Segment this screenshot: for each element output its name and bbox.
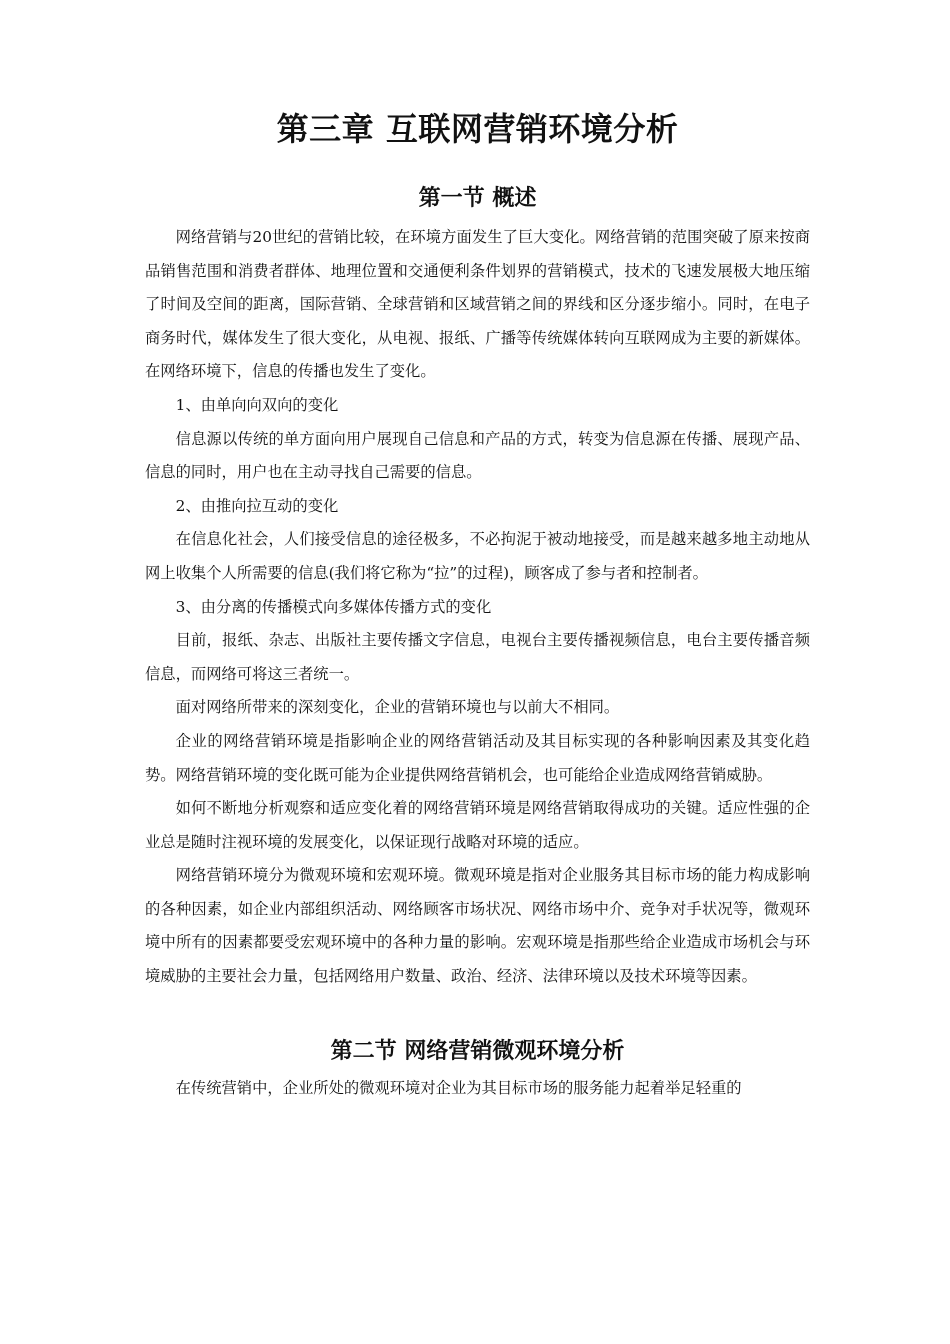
document-body: [145, 103, 810, 1105]
chapter-title: 第三章 互联网营销环境分析: [276, 110, 679, 148]
paragraph: 面对网络所带来的深刻变化，企业的营销环境也与以前大不相同。: [175, 698, 620, 717]
paragraph: 网络营销环境分为微观环境和宏观环境。微观环境是指对企业服务其目标市场的能力构成影响的各种因素，如企业内部组织活动、网络顾客市场状况、网络市场中介、竞争对手状况等，微观环境中所有的因素都要受宏观环境中的各种力量的影响。宏观环境是指那些给企业造成市场机会与环境威胁的主要社会力量，包括网络用户数量、政治、经济、法律环境以及技术环境等因素。: [145, 866, 810, 986]
list-heading: 1、由单向向双向的变化: [175, 395, 339, 414]
section-title-overview: 第一节 概述: [418, 186, 537, 211]
list-heading: 2、由推向拉互动的变化: [175, 496, 339, 515]
paragraph: 在信息化社会，人们接受信息的途径极多，不必拘泥于被动地接受，而是越来越多地主动地从网上收集个人所需要的信息(我们将它称为“拉”的过程)，顾客成了参与者和控制者。: [145, 530, 810, 582]
section-title-micro-environment: 第二节 网络营销微观环境分析: [330, 1038, 625, 1064]
list-heading: 3、由分离的传播模式向多媒体传播方式的变化: [175, 597, 492, 616]
paragraph: 企业的网络营销环境是指影响企业的网络营销活动及其目标实现的各种影响因素及其变化趋势。网络营销环境的变化既可能为企业提供网络营销机会，也可能给企业造成网络营销威胁。: [145, 731, 810, 784]
paragraph: 信息源以传统的单方面向用户展现自己信息和产品的方式，转变为信息源在传播、展现产品、信息的同时，用户也在主动寻找自己需要的信息。: [145, 429, 810, 482]
paragraph: 目前，报纸、杂志、出版社主要传播文字信息，电视台主要传播视频信息，电台主要传播音频信息，而网络可将这三者统一。: [145, 631, 810, 683]
paragraph: 网络营销与20世纪的营销比较，在环境方面发生了巨大变化。网络营销的范围突破了原来按商品销售范围和消费者群体、地理位置和交通便利条件划界的营销模式，技术的飞速发展极大地压缩了时间及空间的距离，国际营销、全球营销和区域营销之间的界线和区分逐步缩小。同时，在电子商务时代，媒体发生了很大变化，从电视、报纸、广播等传统媒体转向互联网成为主要的新媒体。在网络环境下，信息的传播也发生了变化。: [145, 228, 810, 381]
paragraph: 如何不断地分析观察和适应变化着的网络营销环境是网络营销取得成功的关键。适应性强的企业总是随时注视环境的发展变化，以保证现行战略对环境的适应。: [145, 799, 810, 851]
paragraph: 在传统营销中，企业所处的微观环境对企业为其目标市场的服务能力起着举足轻重的: [175, 1078, 742, 1097]
